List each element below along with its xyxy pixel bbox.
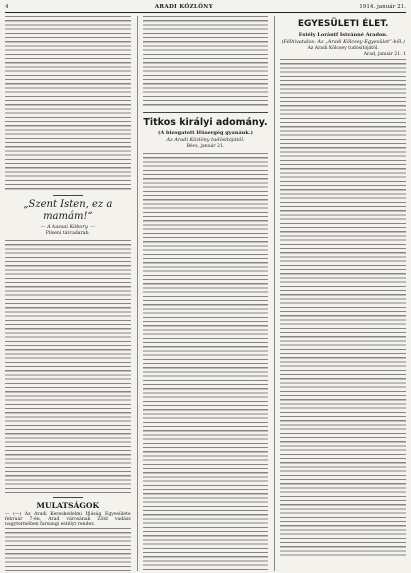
article-subtitle: (A bizogatott Hüsergég gyanánk.) (158, 130, 253, 136)
text-block (143, 153, 269, 571)
section-title: EGYESÜLETI ÉLET. (297, 19, 389, 29)
article-place-date: Bécs, január 21. (186, 144, 225, 149)
poem-subtitle: Pilseni tárcadarab. (45, 231, 90, 236)
section-intro: — (—) Az Aradi Kereskedelmi Ifjúság Egyesülete február 7-én, Arad városának Zöld vadász nagytermében farsangi estélyt rendez. (5, 511, 131, 527)
article-columns (5, 16, 406, 571)
masthead (5, 4, 406, 13)
article-note: (Félhivatalos: Az „Aradi Kölcsey-Egyesület“-ből.) (281, 39, 405, 45)
poem-title: „Szent Isten, ez a mamám!“ (23, 199, 113, 222)
article-title: Titkos királyi adomány. (143, 117, 268, 128)
article-subtitle: Estély Lorántf Istvánné Aradon. (298, 32, 388, 38)
section-heading: MULATSÁGOK (36, 500, 100, 510)
text-block (280, 59, 406, 559)
issue-date: 1914. január 21. (359, 4, 406, 10)
text-block (5, 240, 131, 494)
text-block (5, 528, 131, 571)
text-block (143, 16, 269, 108)
divider (143, 112, 269, 113)
article-place-date: Arad, január 21. 1 (363, 51, 407, 57)
column-right (274, 16, 406, 571)
text-block (5, 16, 131, 192)
article-byline: Az Aradi Kölcsey tudósítójától. (307, 46, 379, 51)
divider (53, 497, 83, 498)
poem-author: — A kassai Kóbory. — (40, 224, 96, 230)
column-middle (137, 16, 269, 571)
article-byline: Az Aradi Közlöny tudósítójától. (166, 137, 245, 143)
page-number: 4 (5, 4, 9, 10)
divider (53, 195, 83, 196)
newspaper-title: ARADI KÖZLÖNY (154, 4, 214, 10)
column-left (5, 16, 131, 571)
